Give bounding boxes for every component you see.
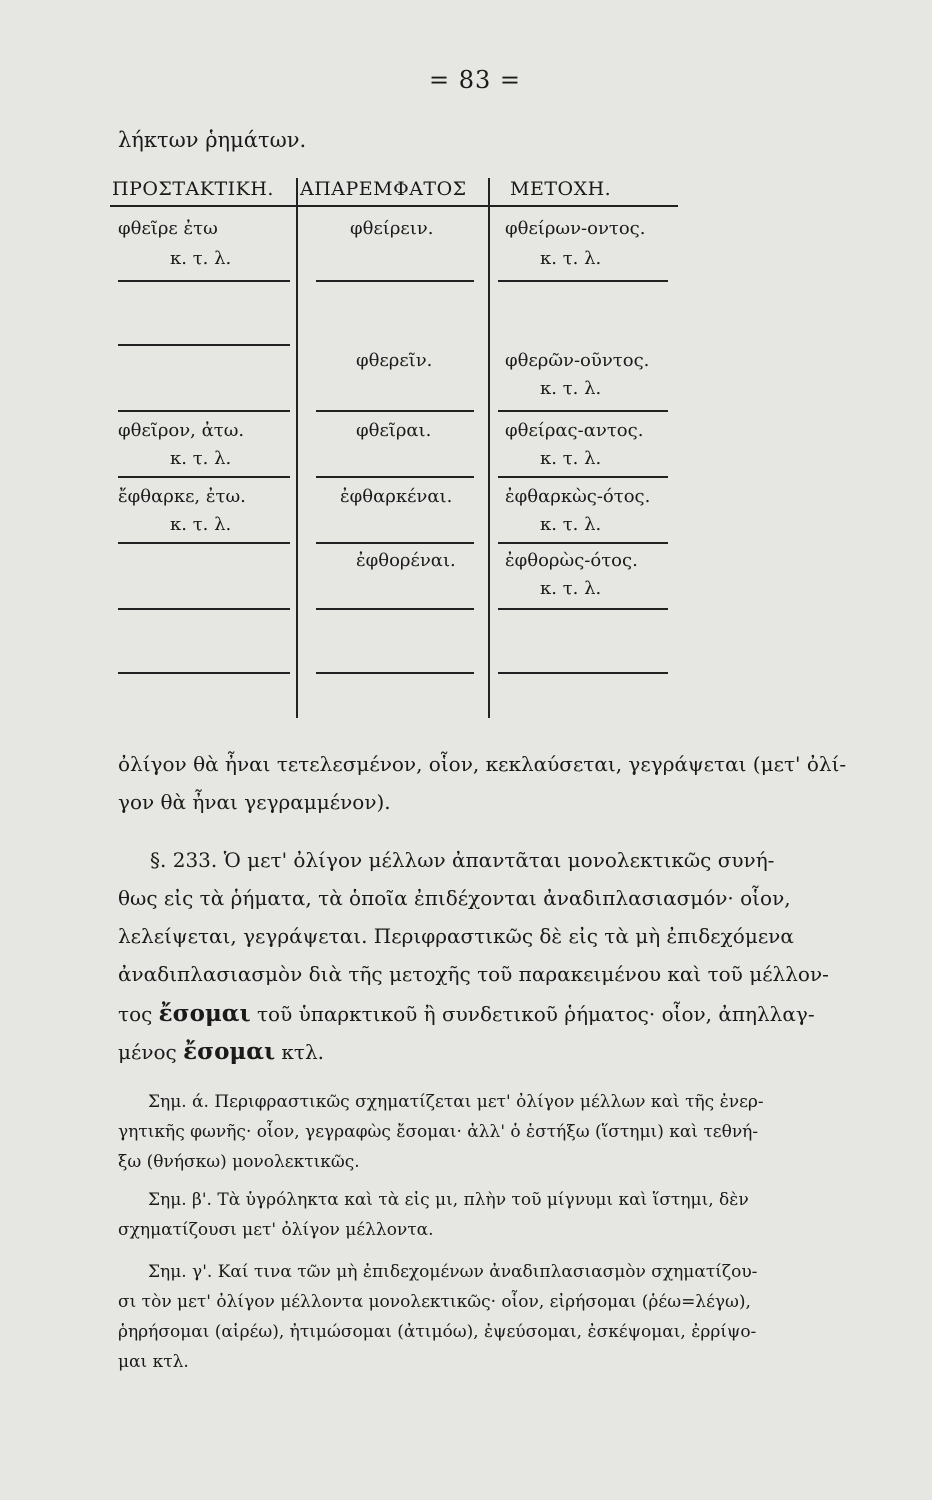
table-row-3-participle: φθείρας-αντος. xyxy=(505,420,644,441)
table-divider-right xyxy=(488,178,490,718)
table-rule xyxy=(316,608,474,610)
table-rule xyxy=(118,672,290,674)
table-row-3-imperative-etc: κ. τ. λ. xyxy=(170,448,232,469)
table-row-4-imperative-etc: κ. τ. λ. xyxy=(170,514,232,535)
table-row-2-participle: φθερῶν-οῦντος. xyxy=(505,350,650,371)
note-line: Σημ. γ'. Καί τινα τῶν μὴ ἐπιδεχομένων ἀναδιπλασιασμὸν σχηματίζου- xyxy=(148,1262,758,1282)
section-text: τος xyxy=(118,1002,159,1026)
section-line xyxy=(118,1000,815,1027)
table-row-1-participle-etc: κ. τ. λ. xyxy=(540,248,602,269)
table-rule xyxy=(118,608,290,610)
section-text: κτλ. xyxy=(275,1040,325,1064)
table-rule xyxy=(118,280,290,282)
section-emphasis: ἔσομαι xyxy=(158,1000,251,1027)
table-rule xyxy=(316,476,474,478)
table-rule xyxy=(498,542,668,544)
table-rule xyxy=(498,608,668,610)
table-row-3-participle-etc: κ. τ. λ. xyxy=(540,448,602,469)
table-rule xyxy=(498,280,668,282)
section-emphasis: ἔσομαι xyxy=(183,1038,276,1065)
table-row-3-infinitive: φθεῖραι. xyxy=(356,420,432,441)
column-header-participle: ΜΕΤΟΧΗ. xyxy=(510,178,612,200)
note-line: Σημ. ά. Περιφραστικῶς σχηματίζεται μετ' ὀλίγον μέλλων καὶ τῆς ἐνερ- xyxy=(148,1092,764,1112)
table-rule xyxy=(118,542,290,544)
note-line: ῥηρήσομαι (αἱρέω), ἠτιμώσομαι (ἀτιμόω), ἐψεύσομαι, ἐσκέψομαι, ἐρρίψο- xyxy=(118,1322,757,1342)
table-row-5-participle-etc: κ. τ. λ. xyxy=(540,578,602,599)
table-rule xyxy=(316,542,474,544)
table-divider-left xyxy=(296,178,298,718)
table-row-2-participle-etc: κ. τ. λ. xyxy=(540,378,602,399)
table-rule xyxy=(316,280,474,282)
paragraph-line: γον θὰ ἦναι γεγραμμένον). xyxy=(118,790,391,814)
table-rule xyxy=(498,672,668,674)
section-line: θως εἰς τὰ ῥήματα, τὰ ὁποῖα ἐπιδέχονται ἀναδιπλασιασμόν· οἷον, xyxy=(118,886,791,910)
section-line: §. 233. Ὁ μετ' ὀλίγον μέλλων ἀπαντᾶται μονολεκτικῶς συνή- xyxy=(150,848,775,872)
table-rule xyxy=(118,344,290,346)
table-rule xyxy=(498,476,668,478)
section-line: ἀναδιπλασιασμὸν διὰ τῆς μετοχῆς τοῦ παρακειμένου καὶ τοῦ μέλλον- xyxy=(118,962,829,986)
table-row-1-participle: φθείρων-οντος. xyxy=(505,218,646,239)
table-row-4-imperative: ἔφθαρκε, ἐτω. xyxy=(118,486,246,507)
table-row-1-imperative: φθεῖρε ἐτω xyxy=(118,218,218,239)
table-row-1-imperative-etc: κ. τ. λ. xyxy=(170,248,232,269)
table-row-1-infinitive: φθείρειν. xyxy=(350,218,434,239)
table-row-4-participle: ἐφθαρκὼς-ότος. xyxy=(505,486,651,507)
column-header-imperative: ΠΡΟΣΤΑΚΤΙΚΗ. xyxy=(112,178,274,200)
note-line: σι τὸν μετ' ὀλίγον μέλλοντα μονολεκτικῶς· οἷον, εἰρήσομαι (ῥέω=λέγω), xyxy=(118,1292,751,1312)
table-row-3-imperative: φθεῖρον, ἀτω. xyxy=(118,420,245,441)
table-rule xyxy=(118,476,290,478)
table-rule xyxy=(316,410,474,412)
section-text: μένος xyxy=(118,1040,184,1064)
paragraph-line: ὀλίγον θὰ ἦναι τετελεσμένον, οἷον, κεκλαύσεται, γεγράψεται (μετ' ὀλί- xyxy=(118,752,847,776)
note-line: γητικῆς φωνῆς· οἷον, γεγραφὼς ἔσομαι· ἀλλ' ὁ ἑστήξω (ἵστημι) καὶ τεθνή- xyxy=(118,1122,759,1142)
note-line: μαι κτλ. xyxy=(118,1352,189,1372)
note-line: σχηματίζουσι μετ' ὀλίγον μέλλοντα. xyxy=(118,1220,434,1240)
table-rule xyxy=(498,410,668,412)
page-number: = 83 = xyxy=(428,66,521,94)
section-line: λελείψεται, γεγράψεται. Περιφραστικῶς δὲ εἰς τὰ μὴ ἐπιδεχόμενα xyxy=(118,924,794,948)
table-row-2-infinitive: φθερεῖν. xyxy=(356,350,433,371)
section-text: τοῦ ὑπαρκτικοῦ ἢ συνδετικοῦ ῥήματος· οἷον, ἀπηλλαγ- xyxy=(250,1002,815,1026)
section-heading: λήκτων ῥημάτων. xyxy=(118,128,307,152)
table-row-4-participle-etc: κ. τ. λ. xyxy=(540,514,602,535)
section-line xyxy=(118,1038,324,1065)
table-rule xyxy=(118,410,290,412)
table-rule xyxy=(316,672,474,674)
table-row-4-infinitive: ἐφθαρκέναι. xyxy=(340,486,453,507)
note-line: Σημ. β'. Τὰ ὑγρόληκτα καὶ τὰ εἰς μι, πλὴν τοῦ μίγνυμι καὶ ἵστημι, δὲν xyxy=(148,1190,749,1210)
table-row-5-participle: ἐφθορὼς-ότος. xyxy=(505,550,638,571)
note-line: ξω (θνήσκω) μονολεκτικῶς. xyxy=(118,1152,360,1172)
column-header-infinitive: ΑΠΑΡΕΜΦΑΤΟΣ xyxy=(300,178,467,200)
table-header-rule xyxy=(110,205,678,207)
table-row-5-infinitive: ἐφθορέναι. xyxy=(356,550,456,571)
